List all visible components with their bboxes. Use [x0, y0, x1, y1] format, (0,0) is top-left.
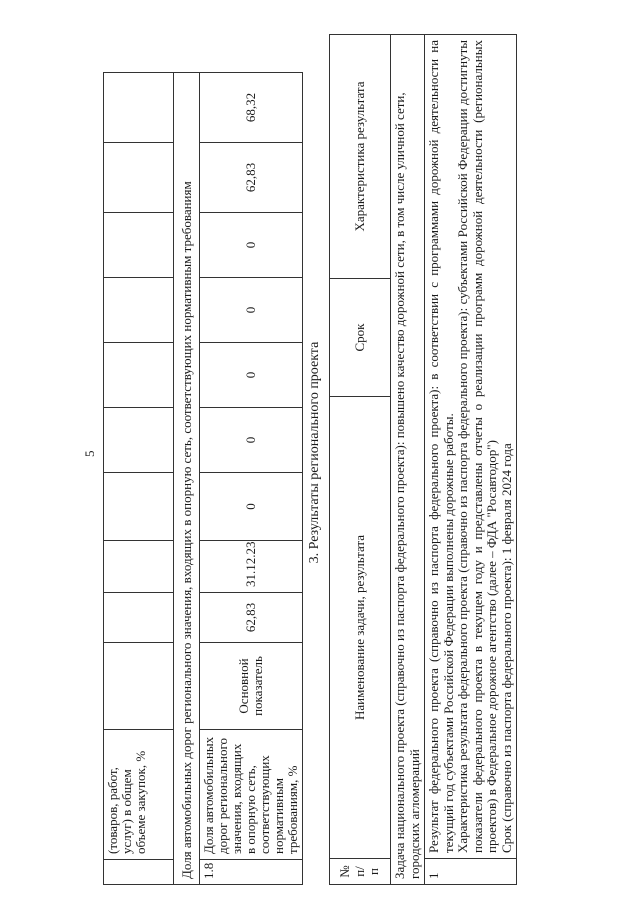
section-title: Доля автомобильных дорог регионального значения, входящих в опорную сеть, соответствующих нормативным требованиям [174, 73, 200, 885]
deadline-text: Срок (справочно из паспорта федерального проекта): 1 февраля 2024 года [498, 443, 514, 853]
row-1-8-num: 1.8 [200, 860, 303, 885]
row-1-8-date: 31.12.23 [200, 541, 303, 593]
row-1-8-v4: 0 [200, 278, 303, 343]
indicators-table [103, 72, 303, 885]
row-1-content [425, 35, 517, 859]
table-row [425, 35, 517, 885]
results-table [329, 34, 517, 885]
row-1-8-v5: 0 [200, 213, 303, 278]
row-1-8-v3: 0 [200, 343, 303, 408]
row-1-8-v7: 68,32 [200, 73, 303, 143]
section-row [174, 73, 200, 885]
row-1-8-v1: 0 [200, 473, 303, 541]
table-row [104, 73, 174, 885]
row-cont-name: (товаров, работ, услуг) в общем объеме закупок, % [104, 730, 174, 860]
row-1-8-base-value: 62,83 [200, 593, 303, 643]
row-cont-num [104, 860, 174, 885]
characteristic-text: Характеристика результата федерального проекта (справочно из паспорта федерального проекта): субъектами Российской Федерации достигнуты показатели федерального проекта в текущем году и представлены отчеты о реализации программ дорожной деятельности (региональных проектов) в Федеральное дорожное агентство (далее – ФДА "Росавтодор") [455, 40, 499, 853]
table-row [200, 73, 303, 885]
task-row [391, 35, 425, 885]
row-1-num: 1 [425, 859, 517, 885]
col-term-header: Срок [330, 279, 391, 397]
row-1-8-name: Доля автомобильных дорог регионального значения, входящих в опорную сеть, соответствующих нормативным требованиям, % [200, 730, 303, 860]
header-row [330, 35, 391, 885]
section-heading: 3. Результаты регионального проекта [307, 341, 322, 564]
col-name-header: Наименование задачи, результата [330, 397, 391, 859]
result-text: Результат федерального проекта (справочно из паспорта федерального проекта): в соответствии с программами дорожной деятельности на текущий год субъектами Российской Федерации выполнены дорожные работы. [426, 40, 456, 853]
row-1-8-v6: 62,83 [200, 143, 303, 213]
col-char-header: Характеристика результата [330, 35, 391, 279]
task-text: Задача национального проекта (справочно из паспорта федерального проекта): повышено качество дорожной сети, в том числе уличной сети, городских агломераций [391, 35, 425, 885]
page-number: 5 [82, 450, 97, 457]
col-num-header: № п/п [330, 859, 391, 885]
row-1-8-type: Основной показатель [200, 643, 303, 730]
row-1-8-v2: 0 [200, 408, 303, 473]
